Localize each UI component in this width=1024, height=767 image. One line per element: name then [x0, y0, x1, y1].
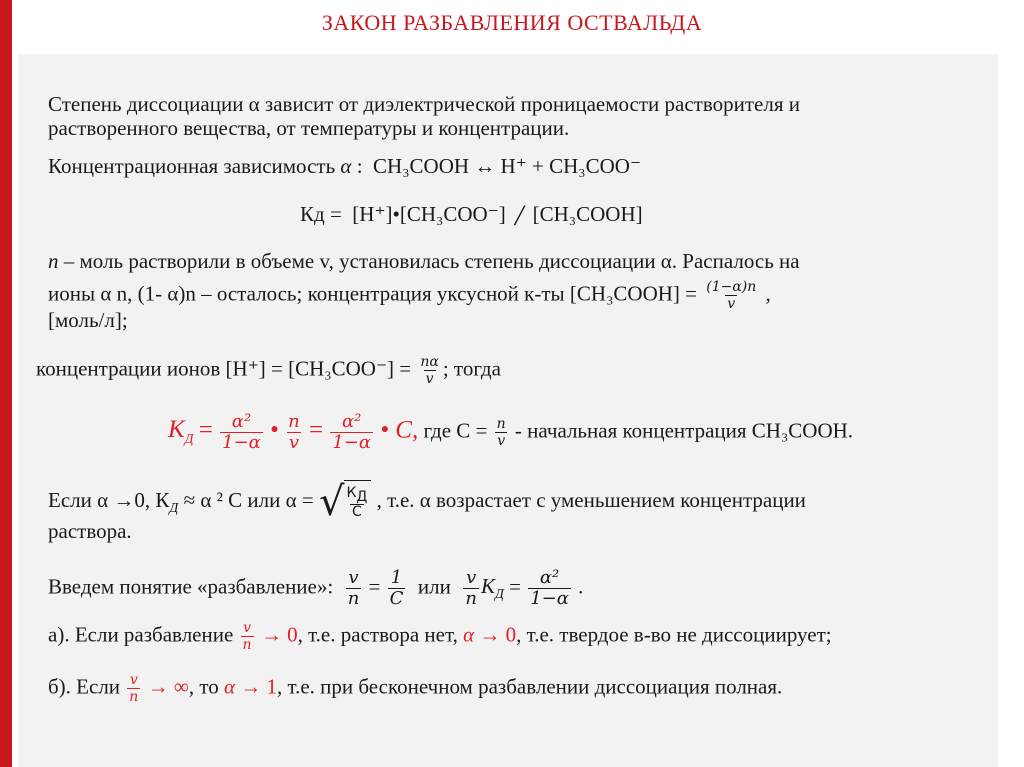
text: , то	[188, 674, 219, 699]
text: - начальная концентрация CH₃COOH.	[514, 418, 854, 443]
concentration-dependence-line	[48, 154, 641, 178]
ion-concentration-line	[36, 354, 501, 387]
limit: α → 1	[223, 674, 277, 699]
text: ≈ α ² C или α =	[183, 487, 314, 512]
fraction: $\frac{\text{α²}}{1-\alpha}$	[332, 411, 372, 453]
kd-symbol: $К_Д$	[168, 416, 194, 448]
kd-symbol: $К_Д$	[480, 574, 504, 603]
fraction: $\frac{n\alpha}{v}$	[420, 354, 439, 387]
equals: =	[368, 574, 381, 599]
text: где C =	[423, 418, 488, 443]
limit: α → 0	[463, 622, 517, 647]
text: ионы α n, (1- α)n – осталось; концентрация уксусной к-ты [CH₃COOH] =	[48, 281, 697, 306]
fraction: $\frac{\text{α²}}{1-\alpha}$	[530, 567, 569, 609]
equals: =	[509, 574, 521, 599]
n-symbol: n	[48, 249, 59, 273]
accent-bar	[0, 0, 12, 767]
text: Введем понятие «разбавление»:	[48, 574, 334, 599]
fraction-slash: /	[515, 199, 524, 232]
equals: =	[308, 416, 324, 444]
case-a-line	[48, 620, 832, 653]
fraction: $\frac{1}{C}$	[389, 567, 404, 609]
content-panel	[18, 54, 998, 767]
square-root: √ $\frac{К_Д}{C}$	[319, 480, 371, 524]
fraction: $\frac{\text{α²}}{1-\alpha}$	[222, 411, 261, 453]
subscript: Д	[169, 501, 179, 516]
dissociation-equation: CH₃COOH ↔ H⁺ + CH₃COO⁻	[373, 154, 642, 178]
text: , т.е. при бесконечном разбавлении диссоциация полная.	[277, 674, 783, 699]
fraction: $\frac{n}{v}$	[496, 416, 506, 449]
text: Если α →0, К	[48, 487, 170, 512]
fraction: $\frac{(1-\alpha)n}{v}$	[706, 279, 757, 312]
text: концентрации ионов [H⁺] = [CH₃COO⁻] =	[36, 356, 412, 381]
kd-lhs: Кд =	[300, 202, 342, 226]
equals: =	[198, 416, 213, 444]
kd-denominator: [CH₃COOH]	[532, 202, 643, 226]
paragraph-line: растворенного вещества, от температуры и концентрации.	[48, 116, 570, 140]
text: б). Если	[48, 674, 121, 699]
slide-title: ЗАКОН РАЗБАВЛЕНИЯ ОСТВАЛЬДА	[321, 10, 703, 35]
paragraph-line	[48, 279, 771, 312]
text: или	[417, 574, 451, 599]
text: :	[356, 154, 363, 178]
paragraph-line: [моль/л];	[48, 308, 128, 332]
fraction: $\frac{v}{n}$	[465, 567, 477, 609]
fraction: $\frac{n}{v}$	[288, 411, 300, 453]
text: – моль растворили в объеме v, установилась степень диссоциации α. Распалось на	[58, 249, 800, 273]
limit: → ∞	[147, 674, 189, 699]
paragraph-line	[48, 249, 800, 273]
limit: → 0	[260, 622, 298, 647]
paragraph-line: Степень диссоциации α зависит от диэлектрической проницаемости растворителя и	[48, 92, 800, 116]
dilution-definition-line	[48, 568, 583, 609]
dot: •	[270, 416, 279, 444]
text: .	[578, 574, 584, 599]
text: ,	[765, 281, 771, 306]
kd-formula	[300, 199, 643, 232]
c-term: • C,	[380, 416, 419, 444]
case-b-line	[48, 672, 782, 705]
limit-case-line	[48, 480, 806, 524]
fraction: $\frac{v}{n}$	[242, 620, 252, 653]
fraction: $\frac{v}{n}$	[129, 672, 139, 705]
alpha-symbol: α	[340, 154, 352, 178]
text: , т.е. раствора нет,	[297, 622, 458, 647]
paragraph-line: раствора.	[48, 519, 132, 543]
text: Концентрационная зависимость	[48, 154, 336, 178]
fraction: $\frac{v}{n}$	[347, 567, 360, 609]
text: ; тогда	[442, 356, 501, 381]
kd-numerator: [H⁺]•[CH₃COO⁻]	[352, 202, 506, 226]
text: а). Если разбавление	[48, 622, 234, 647]
text: , т.е. твердое в-во не диссоциирует;	[516, 622, 832, 647]
ostwald-law-line	[168, 412, 853, 453]
text: , т.е. α возрастает с уменьшением концентрации	[376, 487, 806, 512]
